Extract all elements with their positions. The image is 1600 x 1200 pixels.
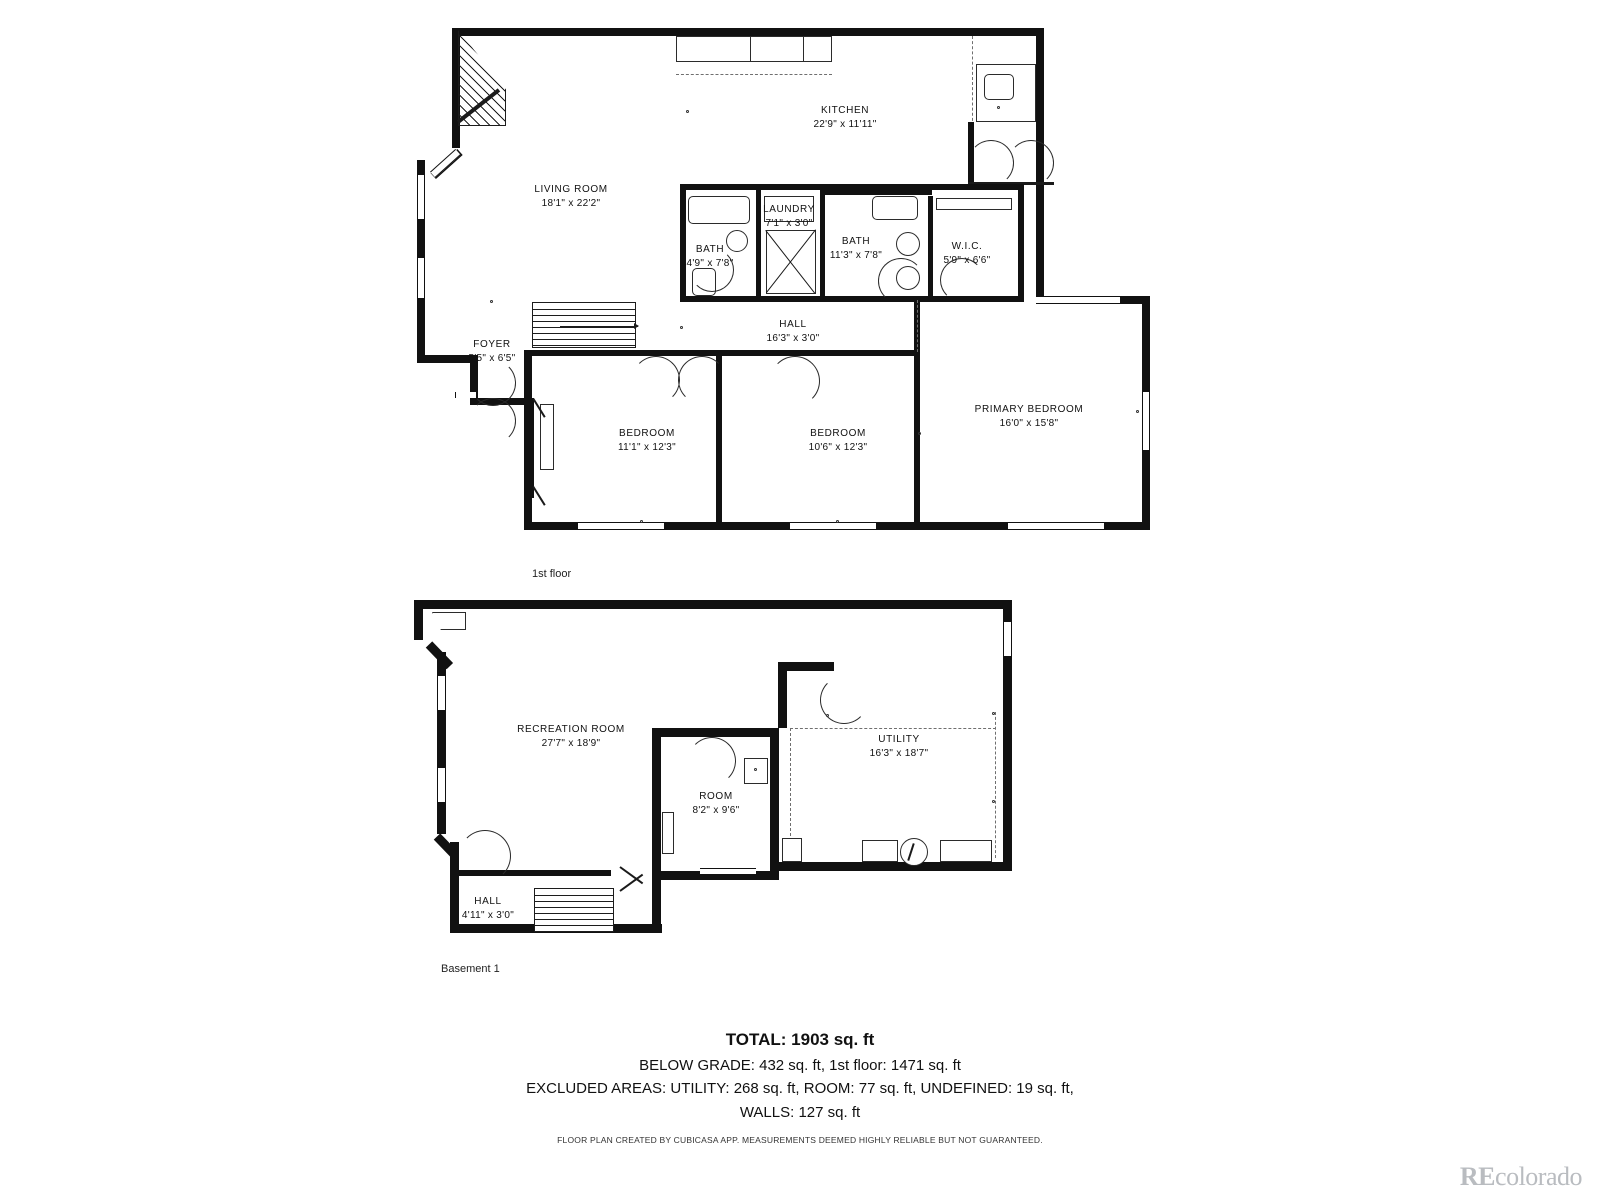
wall-exterior-top [452, 28, 1044, 36]
room-dimension: 16'3" x 18'7" [869, 747, 929, 759]
window-basement-left-1 [437, 676, 446, 710]
staircase-first-floor [532, 302, 636, 348]
bathtub-left [688, 196, 750, 224]
room-dimension: 11'1" x 12'3" [617, 441, 677, 453]
wall-basement-room-top [652, 728, 778, 737]
room-label-bedroom-1 [618, 427, 676, 454]
room-label-laundry [763, 203, 815, 230]
marker-utility-3 [826, 714, 829, 717]
window-living-left-1 [417, 175, 425, 219]
wall-laundry-bottom [820, 190, 932, 195]
door-bedroom-1a [632, 356, 680, 404]
window-basement-left-2 [437, 768, 446, 802]
kitchen-sink-basin [984, 74, 1014, 100]
floor-caption-first: 1st floor [532, 568, 572, 580]
window-living-angle [430, 149, 461, 178]
door-basement-exterior [459, 830, 511, 882]
room-label-utility [870, 733, 929, 760]
door-bedroom-2 [770, 356, 820, 406]
utility-zone-top [790, 728, 996, 729]
wall-wic-divider [928, 196, 933, 302]
floor-caption-basement: Basement 1 [441, 963, 500, 975]
room-label-wic [943, 240, 990, 267]
door-bedroom-1b [678, 356, 726, 404]
room-dimension: 16'0" x 15'8" [999, 417, 1059, 429]
room-dimension: 5'9" x 6'6" [943, 254, 991, 266]
marker-kitchen [686, 110, 689, 113]
room-dimension: 22'9" x 11'11" [813, 118, 877, 130]
room-dimension: 4'9" x 7'8" [686, 257, 734, 269]
room-dimension: 4'11" x 3'0" [461, 909, 515, 921]
wall-basement-room-right [770, 728, 779, 872]
marker-bedroom2 [836, 520, 839, 523]
wall-basement-left-4 [450, 842, 459, 932]
kitchen-counter-edge-line [972, 36, 973, 126]
room-dimension: 5'5" x 6'5" [468, 352, 516, 364]
wall-basement-utility-top [778, 662, 834, 671]
wall-bedroom1-head [628, 350, 724, 356]
room-label-hall-basement [462, 895, 514, 922]
marker-living [490, 300, 493, 303]
fireplace-hatch [458, 30, 506, 126]
room-name: HALL [779, 319, 807, 330]
room-dimension: 27'7" x 18'9" [541, 737, 601, 749]
electrical-panel [744, 758, 768, 784]
room-dimension: 18'1" x 22'2" [541, 197, 601, 209]
wall-primary-left [914, 356, 920, 528]
room-name: BATH [841, 236, 871, 247]
window-bedroom2 [790, 522, 876, 530]
marker-hall [680, 326, 683, 329]
utility-zone-left [790, 728, 791, 856]
opening-room-basement [700, 868, 756, 875]
door-kitchen-2 [1008, 140, 1054, 186]
total-area: TOTAL: 1903 sq. ft [725, 1030, 875, 1049]
wall-bath-left [680, 184, 686, 302]
staircase-basement [534, 888, 614, 932]
panel-dot-icon [754, 768, 757, 771]
room-dimension: 11'3" x 7'8" [829, 249, 883, 261]
room-name: FOYER [473, 339, 511, 350]
room-label-bath-2 [830, 235, 882, 262]
room-label-primary-bedroom [975, 403, 1084, 430]
utility-equipment-1 [862, 840, 898, 862]
room-name: BEDROOM [619, 428, 675, 439]
wic-shelf [936, 198, 1012, 210]
marker-primary [918, 432, 921, 435]
marker-primary-right [1136, 410, 1139, 413]
disclaimer-text: FLOOR PLAN CREATED BY CUBICASA APP. MEASUREMENTS DEEMED HIGHLY RELIABLE BUT NOT GUARANTEED. [557, 1135, 1043, 1145]
room-name: BEDROOM [810, 428, 866, 439]
utility-zone-right [995, 712, 996, 858]
room-name: UTILITY [878, 734, 920, 745]
closet-basement-room [662, 812, 674, 854]
room-label-living-room [534, 183, 607, 210]
wall-closet-bedroom1 [528, 398, 534, 498]
room-label-bedroom-2 [809, 427, 868, 454]
kitchen-upper-cabinet-line [676, 74, 832, 75]
window-primary-top [1036, 296, 1120, 304]
room-name: RECREATION ROOM [517, 724, 625, 735]
hall-opening-line [917, 300, 918, 352]
room-name: ROOM [699, 791, 733, 802]
door-main-bath [878, 258, 924, 304]
room-dimension: 16'3" x 3'0" [766, 332, 820, 344]
water-heater-icon [900, 838, 928, 866]
room-name: KITCHEN [820, 105, 870, 116]
kitchen-faucet-icon [997, 106, 1000, 109]
room-name: HALL [474, 896, 502, 907]
room-name: BATH [695, 244, 725, 255]
window-basement-right [1003, 622, 1012, 656]
marker-utility-1 [992, 712, 995, 715]
wall-bath-right [1018, 184, 1024, 302]
brand-prefix: RE [1459, 1162, 1496, 1191]
window-well-basement [432, 612, 466, 630]
sink-main-bath-1 [896, 232, 920, 256]
area-summary [0, 1030, 1600, 1124]
below-grade-line: BELOW GRADE: 432 sq. ft, 1st floor: 1471 sq. ft [639, 1057, 961, 1074]
wall-basement-top [414, 600, 1012, 609]
room-name: LIVING ROOM [534, 184, 608, 195]
wall-bath-divider-2 [820, 190, 825, 302]
brand-logo [1460, 1162, 1582, 1192]
wall-basement-room-left [652, 728, 661, 880]
room-label-room [692, 790, 739, 817]
wall-basement-hall-right [652, 880, 661, 932]
closet-door-zig-2 [532, 486, 545, 506]
window-primary-bottom [1008, 522, 1104, 530]
room-label-foyer [468, 338, 515, 365]
bathtub-main [872, 196, 918, 220]
marker-utility-2 [992, 800, 995, 803]
door-foyer-closet [470, 398, 516, 444]
room-dimension: 8'2" x 9'6" [692, 804, 740, 816]
room-name: W.I.C. [951, 241, 983, 252]
brand-suffix: colorado [1495, 1162, 1582, 1191]
excluded-areas-line: EXCLUDED AREAS: UTILITY: 268 sq. ft, ROOM: 77 sq. ft, UNDEFINED: 19 sq. ft, [526, 1080, 1074, 1098]
room-name: PRIMARY BEDROOM [974, 404, 1084, 415]
wall-basement-utility-left-upper [778, 662, 787, 728]
room-name: LAUNDRY [763, 204, 815, 215]
room-label-recreation-room [517, 723, 625, 750]
walls-line: WALLS: 127 sq. ft [739, 1103, 861, 1121]
window-primary-right [1142, 392, 1150, 450]
room-label-bath-1 [686, 243, 733, 270]
wall-bath-divider-1 [756, 190, 761, 302]
kitchen-cooktop [750, 36, 804, 62]
marker-bedroom1 [640, 520, 643, 523]
room-dimension: 10'6" x 12'3" [808, 441, 868, 453]
room-label-hall-first [767, 318, 820, 345]
room-dimension: 7'1" x 3'0" [765, 217, 813, 229]
window-living-left-2 [417, 258, 425, 298]
wall-foyer-left [417, 296, 425, 362]
door-room-basement [688, 737, 736, 785]
wall-basement-left-1 [414, 600, 423, 640]
wall-bedroom2-head [766, 350, 822, 356]
utility-equipment-2 [940, 840, 992, 862]
stair-direction-arrow [560, 326, 638, 327]
utility-sink [782, 838, 802, 862]
wall-basement-bottom-right [770, 862, 1012, 871]
room-label-kitchen [813, 104, 876, 131]
entry-threshold [455, 392, 477, 398]
wall-hall-bottom [528, 350, 920, 356]
window-bedroom1 [578, 522, 664, 530]
